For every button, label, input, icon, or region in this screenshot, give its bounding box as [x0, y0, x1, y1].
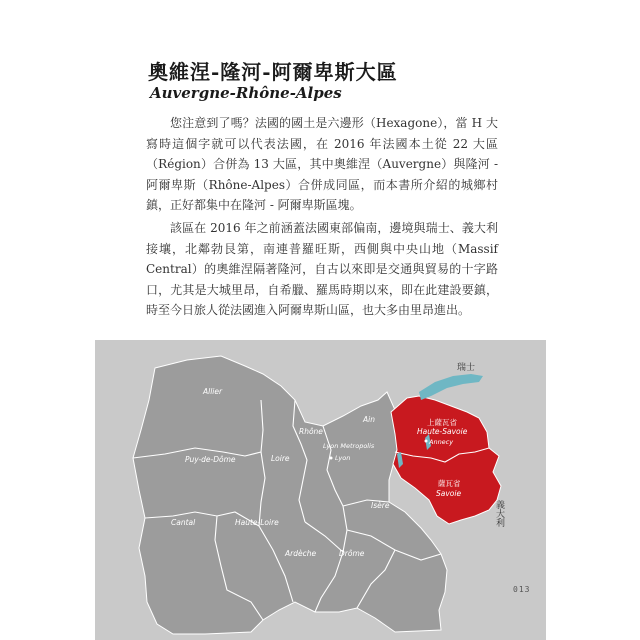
lyon-marker	[330, 457, 333, 460]
dept-label-isere: Isère	[371, 501, 390, 510]
country-label-switzerland: 瑞士	[457, 363, 476, 373]
dept-label-ardeche: Ardèche	[285, 549, 317, 558]
dept-label-cantal: Cantal	[171, 518, 196, 527]
body-paragraph-1: 您注意到了嗎？法國的國土是六邊形（Hexagone），當 H 大寫時這個字就可以代表法國，在 2016 年法國本土從 22 大區（Région）合併為 13 大區，其中奧維涅（Auvergne）與隆河 - 阿爾卑斯（Rhône-Alpes）合併成同區，而本書所介紹的城鄉村鎮，正好都集中在隆河 - 阿爾卑斯區塊。	[146, 116, 498, 212]
country-label-italy: 義大利	[494, 500, 504, 527]
chapter-subtitle: Auvergne-Rhône-Alpes	[150, 84, 342, 102]
region-map	[95, 340, 546, 640]
dept-label-allier: Allier	[203, 387, 223, 396]
city-label-lyon: Lyon	[335, 454, 351, 462]
dept-label-drome: Drôme	[339, 549, 365, 558]
savoie-label-zh: 薩瓦省	[438, 479, 461, 488]
dept-label-lyon-metropolis: Lyon Metropolis	[323, 442, 375, 450]
savoie-label: Savoie	[436, 489, 462, 498]
haute-savoie-label: Haute-Savoie	[417, 427, 468, 436]
haute-savoie-label-zh: 上薩瓦省	[427, 418, 457, 427]
chapter-title: 奧維涅-隆河-阿爾卑斯大區	[148, 60, 398, 84]
city-label-annecy: Annecy	[429, 438, 454, 446]
dept-label-puy-de-dome: Puy-de-Dôme	[185, 455, 236, 464]
annecy-marker	[425, 440, 428, 443]
dept-label-rhone: Rhône	[299, 427, 323, 436]
dept-label-loire: Loire	[271, 454, 290, 463]
page-number: 013	[513, 585, 531, 594]
dept-label-haute-loire: Haute-Loire	[235, 518, 279, 527]
dept-label-ain: Ain	[363, 415, 375, 424]
body-paragraph-2: 該區在 2016 年之前涵蓋法國東部偏南，邊境與瑞士、義大利接壤，北鄰勃艮第，南連普羅旺斯，西側與中央山地（Massif Central）的奧維涅隔著隆河，自古以來即是交通與貿易的十字路口，尤其是大城里昂，自希臘、羅馬時期以來，即在此建設要鎮，時至今日旅人從法國進入阿爾卑斯山區，也大多由里昂進出。	[146, 221, 498, 317]
